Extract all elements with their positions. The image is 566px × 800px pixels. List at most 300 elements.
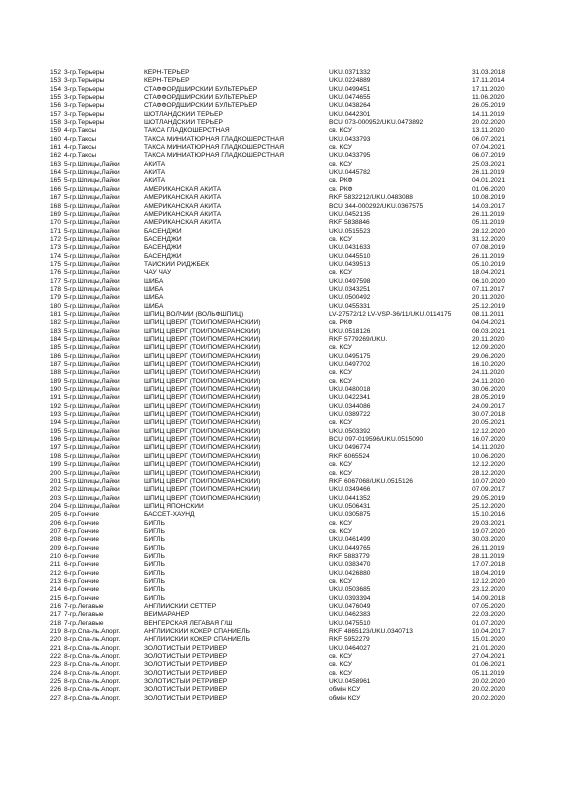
row-number: 186 <box>50 352 62 360</box>
date-cell: 01.07.2020 <box>472 619 506 627</box>
breed-cell: ШПИЦ ЦВЕРГ (ТОЙ/ПОМЕРАНСКИЙ) <box>144 494 261 502</box>
row-number: 181 <box>50 310 62 318</box>
table-row <box>50 269 518 277</box>
group-cell: 8-гр.Спа-ль.Апорт. <box>64 653 121 661</box>
row-number: 197 <box>50 444 62 452</box>
breed-cell: ШПИЦ ЦВЕРГ (ТОЙ/ПОМЕРАНСКИЙ) <box>144 461 261 469</box>
registration-cell: UKU.0499451 <box>329 85 371 93</box>
date-cell: 20.02.2020 <box>472 694 506 702</box>
table-row <box>50 119 518 127</box>
table-row <box>50 236 518 244</box>
group-cell: 5-гр.Шпицы,Лайки <box>64 352 120 360</box>
group-cell: 3-гр.Терьеры <box>64 69 105 76</box>
registration-cell: св. КСУ <box>329 653 352 661</box>
table-row <box>50 511 518 519</box>
registration-cell: UKU.0475510 <box>329 619 371 627</box>
row-number: 196 <box>50 436 62 444</box>
breed-cell: ШПИЦ ЦВЕРГ (ТОЙ/ПОМЕРАНСКИЙ) <box>144 344 261 352</box>
date-cell: 14.03.2017 <box>472 202 506 210</box>
row-number: 215 <box>50 594 62 602</box>
row-number: 198 <box>50 452 62 460</box>
row-number: 217 <box>50 611 62 619</box>
table-row <box>50 344 518 352</box>
table-row <box>50 495 518 503</box>
row-number: 155 <box>50 94 62 102</box>
date-cell: 27.04.2021 <box>472 653 506 661</box>
date-cell: 12.12.2020 <box>472 577 506 585</box>
date-cell: 23.12.2020 <box>472 586 506 594</box>
table-row <box>50 294 518 302</box>
date-cell: 17.11.2014 <box>472 77 505 85</box>
group-cell: 8-гр.Спа-ль.Апорт. <box>64 644 121 652</box>
registration-cell: UKU.0433793 <box>329 135 371 143</box>
group-cell: 5-гр.Шпицы,Лайки <box>64 402 120 410</box>
table-row <box>50 127 518 135</box>
registration-cell: св. КСУ <box>329 461 352 469</box>
registration-cell: св. КСУ <box>329 127 352 135</box>
date-cell: 28.12.2020 <box>472 227 506 235</box>
table-row <box>50 394 518 402</box>
breed-cell: АМЕРИКАНСКАЯ АКИТА <box>144 210 222 218</box>
date-cell: 05.11.2019 <box>472 219 505 227</box>
registration-cell: св. КСУ <box>329 269 352 277</box>
registration-cell: RKF 5832212/UKU.0483088 <box>329 194 413 202</box>
date-cell: 18.04.2021 <box>472 269 506 277</box>
group-cell: 4-гр.Таксы <box>64 127 97 135</box>
registration-cell: св. КСУ <box>329 519 352 527</box>
row-number: 152 <box>50 69 62 76</box>
group-cell: 6-гр.Гончие <box>64 544 99 552</box>
row-number: 224 <box>50 669 62 677</box>
group-cell: 6-гр.Гончие <box>64 577 99 585</box>
breed-cell: АМЕРИКАНСКАЯ АКИТА <box>144 202 222 210</box>
date-cell: 16.07.2020 <box>472 436 506 444</box>
date-cell: 04.04.2021 <box>472 319 506 327</box>
breed-cell: ШИБА <box>144 277 164 285</box>
breed-cell: БИГЛЬ <box>144 552 165 560</box>
table-row <box>50 545 518 553</box>
row-number: 225 <box>50 678 62 686</box>
date-cell: 29.05.2019 <box>472 494 506 502</box>
row-number: 209 <box>50 544 62 552</box>
registration-cell: UKU.0500492 <box>329 294 371 302</box>
breed-cell: ШПИЦ ЦВЕРГ (ТОЙ/ПОМЕРАНСКИЙ) <box>144 336 261 343</box>
breed-cell: ШПИЦ ЦВЕРГ (ТОЙ/ПОМЕРАНСКИЙ) <box>144 411 261 419</box>
table-row <box>50 203 518 211</box>
group-cell: 5-гр.Шпицы,Лайки <box>64 252 120 260</box>
registration-cell: LV-27572/12 LV-VSP-36/11/UKU.0114175 <box>329 310 452 318</box>
table-row <box>50 478 518 486</box>
date-cell: 31.12.2020 <box>472 235 506 243</box>
breed-cell: ЗОЛОТИСТЫЙ РЕТРИВЕР <box>144 661 228 669</box>
row-number: 190 <box>50 386 62 394</box>
breed-cell: ШПИЦ ЦВЕРГ (ТОЙ/ПОМЕРАНСКИЙ) <box>144 444 261 452</box>
table-row <box>50 136 518 144</box>
date-cell: 10.07.2020 <box>472 477 506 485</box>
registration-cell: UKU.0455331 <box>329 302 371 310</box>
table-row <box>50 278 518 286</box>
breed-cell: ТАКСА МИНИАТЮРНАЯ ГЛАДКОШЕРСТНАЯ <box>144 152 285 160</box>
row-number: 216 <box>50 603 62 610</box>
group-cell: 3-гр.Терьеры <box>64 94 105 102</box>
date-cell: 28.05.2019 <box>472 394 506 402</box>
date-cell: 30.06.2020 <box>472 386 506 394</box>
group-cell: 7-гр.Легавые <box>64 619 104 627</box>
table-row <box>50 611 518 619</box>
breed-cell: БИГЛЬ <box>144 577 165 585</box>
group-cell: 6-гр.Гончие <box>64 536 99 544</box>
breed-cell: БИГЛЬ <box>144 561 165 569</box>
table-row <box>50 361 518 369</box>
registration-cell: св. РКФ <box>329 185 353 193</box>
row-number: 182 <box>50 319 62 327</box>
date-cell: 26.11.2019 <box>472 169 505 177</box>
breed-cell: ТАКСА ГЛАДКОШЕРСТНАЯ <box>144 127 230 135</box>
table-row <box>50 386 518 394</box>
row-number: 208 <box>50 536 62 544</box>
registration-cell: RKF 6065524 <box>329 452 370 460</box>
breed-cell: ШПИЦ ЦВЕРГ (ТОЙ/ПОМЕРАНСКИЙ) <box>144 452 261 460</box>
breed-cell: ЗОЛОТИСТЫЙ РЕТРИВЕР <box>144 686 228 694</box>
date-cell: 25.03.2021 <box>472 160 506 168</box>
registration-cell: UKU.0474655 <box>329 94 371 102</box>
table-row <box>50 311 518 319</box>
date-cell: 07.04.2021 <box>472 144 506 152</box>
row-number: 159 <box>50 127 62 135</box>
breed-cell: ШИБА <box>144 302 164 310</box>
registration-cell: UKU.0305875 <box>329 511 371 519</box>
registration-cell: св. КСУ <box>329 527 352 535</box>
row-number: 177 <box>50 277 62 285</box>
breed-cell: ШПИЦ ЦВЕРГ (ТОЙ/ПОМЕРАНСКИЙ) <box>144 361 261 369</box>
group-cell: 5-гр.Шпицы,Лайки <box>64 486 120 494</box>
breed-cell: ШПИЦ ЦВЕРГ (ТОЙ/ПОМЕРАНСКИЙ) <box>144 319 261 327</box>
row-number: 165 <box>50 177 62 185</box>
date-cell: 17.07.2018 <box>472 561 506 569</box>
table-row <box>50 503 518 511</box>
group-cell: 5-гр.Шпицы,Лайки <box>64 244 120 252</box>
row-number: 167 <box>50 194 62 202</box>
registration-cell: UKU.0426880 <box>329 569 371 577</box>
group-cell: 5-гр.Шпицы,Лайки <box>64 285 120 293</box>
date-cell: 22.03.2020 <box>472 611 506 619</box>
table-row <box>50 470 518 478</box>
registration-cell: обмін КСУ <box>329 686 361 694</box>
breed-cell: БИГЛЬ <box>144 594 165 602</box>
row-number: 202 <box>50 486 62 494</box>
date-cell: 07.11.2017 <box>472 285 505 293</box>
registration-cell: RKF 6067068/UKU.0515126 <box>329 477 413 485</box>
breed-cell: ТАКСА МИНИАТЮРНАЯ ГЛАДКОШЕРСТНАЯ <box>144 144 285 152</box>
registration-cell: UKU.0389722 <box>329 411 371 419</box>
date-cell: 24.09.2017 <box>472 402 506 410</box>
registration-cell: св. КСУ <box>329 160 352 168</box>
date-cell: 07.09.2017 <box>472 486 506 494</box>
registration-cell: UKU.0442301 <box>329 110 371 118</box>
table-row <box>50 219 518 227</box>
row-number: 163 <box>50 160 62 168</box>
registration-cell: UKU.0480018 <box>329 386 371 394</box>
breed-cell: АКИТА <box>144 160 166 168</box>
table-row <box>50 303 518 311</box>
registration-cell: UKU.0433795 <box>329 152 371 160</box>
registration-cell: св. КСУ <box>329 144 352 152</box>
row-number: 173 <box>50 244 62 252</box>
breed-cell: КЕРН-ТЕРЬЕР <box>144 77 190 85</box>
row-number: 160 <box>50 135 62 143</box>
registration-cell: св. КСУ <box>329 344 352 352</box>
row-number: 204 <box>50 502 62 510</box>
group-cell: 8-гр.Спа-ль.Апорт. <box>64 669 121 677</box>
breed-cell: БИГЛЬ <box>144 536 165 544</box>
breed-cell: АНГЛИЙСКИЙ СЕТТЕР <box>144 603 217 610</box>
group-cell: 5-гр.Шпицы,Лайки <box>64 269 120 277</box>
breed-cell: ШПИЦ ЦВЕРГ (ТОЙ/ПОМЕРАНСКИЙ) <box>144 419 261 427</box>
row-number: 218 <box>50 619 62 627</box>
group-cell: 6-гр.Гончие <box>64 511 99 519</box>
breed-cell: СТАФФОРДШИРСКИЙ БУЛЬТЕРЬЕР <box>144 85 258 93</box>
date-cell: 10.04.2017 <box>472 628 506 636</box>
date-cell: 11.06.2020 <box>472 94 505 102</box>
registration-cell: обмін КСУ <box>329 694 361 702</box>
breed-cell: БАСЕНДЖИ <box>144 227 182 235</box>
row-number: 227 <box>50 694 62 702</box>
date-cell: 15.10.2016 <box>472 511 506 519</box>
breed-cell: ЧАУ ЧАУ <box>144 269 172 277</box>
breed-cell: ВЕНГЕРСКАЯ ЛЕГАВАЯ Г/Ш <box>144 619 233 627</box>
breed-cell: ШОТЛАНДСКИЙ ТЕРЬЕР <box>144 119 223 127</box>
registration-cell: UKU.0439513 <box>329 260 371 268</box>
group-cell: 5-гр.Шпицы,Лайки <box>64 452 120 460</box>
group-cell: 5-гр.Шпицы,Лайки <box>64 194 120 202</box>
group-cell: 5-гр.Шпицы,Лайки <box>64 361 120 369</box>
group-cell: 5-гр.Шпицы,Лайки <box>64 436 120 444</box>
registration-cell: UKU.0441352 <box>329 494 371 502</box>
row-number: 195 <box>50 427 62 435</box>
date-cell: 21.01.2020 <box>472 644 506 652</box>
registration-cell: UKU.0445510 <box>329 252 371 260</box>
registration-cell: UKU.0431633 <box>329 244 371 252</box>
breed-cell: АКИТА <box>144 177 166 185</box>
table-row <box>50 94 518 102</box>
table-row <box>50 561 518 569</box>
date-cell: 28.12.2020 <box>472 469 506 477</box>
table-row <box>50 186 518 194</box>
group-cell: 5-гр.Шпицы,Лайки <box>64 494 120 502</box>
table-row <box>50 595 518 603</box>
date-cell: 31.03.2018 <box>472 69 506 76</box>
group-cell: 5-гр.Шпицы,Лайки <box>64 394 120 402</box>
group-cell: 4-гр.Таксы <box>64 152 97 160</box>
table-row <box>50 211 518 219</box>
registration-cell: св. КСУ <box>329 377 352 385</box>
breed-cell: АНГЛИЙСКИЙ КОКЕР СПАНИЕЛЬ <box>144 628 250 636</box>
group-cell: 8-гр.Спа-ль.Апорт. <box>64 686 121 694</box>
registration-cell: св. КСУ <box>329 369 352 377</box>
date-cell: 17.11.2020 <box>472 85 505 93</box>
registration-cell: BCU 344-000292/UKU.0367575 <box>329 202 424 210</box>
registry-table <box>50 69 518 703</box>
table-row <box>50 603 518 611</box>
table-row <box>50 419 518 427</box>
table-row <box>50 169 518 177</box>
table-row <box>50 553 518 561</box>
row-number: 180 <box>50 302 62 310</box>
breed-cell: ЗОЛОТИСТЫЙ РЕТРИВЕР <box>144 653 228 661</box>
group-cell: 5-гр.Шпицы,Лайки <box>64 302 120 310</box>
table-row <box>50 695 518 703</box>
group-cell: 5-гр.Шпицы,Лайки <box>64 469 120 477</box>
breed-cell: АМЕРИКАНСКАЯ АКИТА <box>144 194 222 202</box>
group-cell: 5-гр.Шпицы,Лайки <box>64 427 120 435</box>
breed-cell: ЗОЛОТИСТЫЙ РЕТРИВЕР <box>144 694 228 702</box>
table-row <box>50 144 518 152</box>
breed-cell: ТАЙСКИЙ РИДЖБЕК <box>144 260 210 268</box>
breed-cell: ШПИЦ ЦВЕРГ (ТОЙ/ПОМЕРАНСКИЙ) <box>144 327 261 335</box>
breed-cell: СТАФФОРДШИРСКИЙ БУЛЬТЕРЬЕР <box>144 102 258 110</box>
table-row <box>50 86 518 94</box>
date-cell: 29.06.2020 <box>472 352 506 360</box>
row-number: 207 <box>50 527 62 535</box>
group-cell: 7-гр.Легавые <box>64 611 104 619</box>
registration-cell: UKU.0497702 <box>329 361 371 369</box>
table-row <box>50 461 518 469</box>
breed-cell: ШПИЦ ЦВЕРГ (ТОЙ/ПОМЕРАНСКИЙ) <box>144 402 261 410</box>
group-cell: 5-гр.Шпицы,Лайки <box>64 210 120 218</box>
table-row <box>50 194 518 202</box>
table-row <box>50 586 518 594</box>
table-row <box>50 244 518 252</box>
date-cell: 30.03.2020 <box>472 536 506 544</box>
date-cell: 04.01.2021 <box>472 177 506 185</box>
row-number: 187 <box>50 361 62 369</box>
table-row <box>50 453 518 461</box>
date-cell: 26.05.2019 <box>472 102 506 110</box>
date-cell: 24.11.2020 <box>472 377 505 385</box>
row-number: 172 <box>50 235 62 243</box>
registration-cell: св. КСУ <box>329 235 352 243</box>
table-row <box>50 403 518 411</box>
breed-cell: СТАФФОРДШИРСКИЙ БУЛЬТЕРЬЕР <box>144 94 258 102</box>
registration-cell: RKF 5779269/UKU. <box>329 336 388 343</box>
row-number: 191 <box>50 394 62 402</box>
date-cell: 07.08.2019 <box>472 244 506 252</box>
registration-cell: UKU.0422341 <box>329 394 371 402</box>
date-cell: 14.11.2020 <box>472 444 505 452</box>
table-row <box>50 77 518 85</box>
row-number: 176 <box>50 269 62 277</box>
date-cell: 05.10.2019 <box>472 260 506 268</box>
breed-cell: ШПИЦ ЦВЕРГ (ТОЙ/ПОМЕРАНСКИЙ) <box>144 369 261 377</box>
date-cell: 06.07.2021 <box>472 135 506 143</box>
row-number: 199 <box>50 461 62 469</box>
registration-cell: UKU.0445782 <box>329 169 371 177</box>
date-cell: 18.04.2019 <box>472 569 506 577</box>
date-cell: 12.12.2020 <box>472 461 506 469</box>
registration-cell: UKU.0476049 <box>329 603 371 610</box>
registration-cell: UKU.0515523 <box>329 227 371 235</box>
group-cell: 5-гр.Шпицы,Лайки <box>64 444 120 452</box>
registration-cell: UKU.0461499 <box>329 536 371 544</box>
group-cell: 5-гр.Шпицы,Лайки <box>64 310 120 318</box>
table-row <box>50 444 518 452</box>
group-cell: 5-гр.Шпицы,Лайки <box>64 219 120 227</box>
date-cell: 08.03.2021 <box>472 327 506 335</box>
group-cell: 5-гр.Шпицы,Лайки <box>64 461 120 469</box>
table-row <box>50 636 518 644</box>
breed-cell: БИГЛЬ <box>144 586 165 594</box>
group-cell: 8-гр.Спа-ль.Апорт. <box>64 661 121 669</box>
registration-cell: BCU 097-019596/UKU.0515090 <box>329 436 424 444</box>
date-cell: 06.10.2020 <box>472 277 506 285</box>
table-row <box>50 102 518 110</box>
breed-cell: БАСЕНДЖИ <box>144 252 182 260</box>
row-number: 174 <box>50 252 62 260</box>
table-row <box>50 536 518 544</box>
group-cell: 4-гр.Таксы <box>64 135 97 143</box>
group-cell: 5-гр.Шпицы,Лайки <box>64 477 120 485</box>
row-number: 221 <box>50 644 62 652</box>
date-cell: 24.11.2020 <box>472 369 505 377</box>
breed-cell: ШПИЦ ЦВЕРГ (ТОЙ/ПОМЕРАНСКИЙ) <box>144 477 261 485</box>
date-cell: 20.02.2020 <box>472 119 506 127</box>
group-cell: 6-гр.Гончие <box>64 594 99 602</box>
registration-cell: св. КСУ <box>329 469 352 477</box>
row-number: 169 <box>50 210 62 218</box>
date-cell: 20.02.2020 <box>472 678 506 686</box>
breed-cell: ШПИЦ ЦВЕРГ (ТОЙ/ПОМЕРАНСКИЙ) <box>144 486 261 494</box>
registration-cell: св. КСУ <box>329 419 352 427</box>
table-row <box>50 520 518 528</box>
group-cell: 5-гр.Шпицы,Лайки <box>64 294 120 302</box>
registration-cell: RKF 5883779 <box>329 552 370 560</box>
registration-cell: BCU 073-000952/UKU.0473892 <box>329 119 424 127</box>
date-cell: 07.05.2020 <box>472 603 506 610</box>
group-cell: 3-гр.Терьеры <box>64 119 105 127</box>
row-number: 213 <box>50 577 62 585</box>
breed-cell: ШПИЦ ЦВЕРГ (ТОЙ/ПОМЕРАНСКИЙ) <box>144 352 261 360</box>
registration-cell: UKU.0224889 <box>329 77 371 85</box>
date-cell: 16.10.2020 <box>472 361 506 369</box>
table-row <box>50 328 518 336</box>
date-cell: 26.11.2019 <box>472 544 505 552</box>
row-number: 189 <box>50 377 62 385</box>
date-cell: 12.09.2020 <box>472 344 506 352</box>
row-number: 179 <box>50 294 62 302</box>
row-number: 185 <box>50 344 62 352</box>
date-cell: 28.11.2019 <box>472 552 505 560</box>
table-row <box>50 528 518 536</box>
group-cell: 8-гр.Спа-ль.Апорт. <box>64 636 121 644</box>
row-number: 178 <box>50 285 62 293</box>
registration-cell: RKF 4865123/UKU.0340713 <box>329 628 413 636</box>
row-number: 220 <box>50 636 62 644</box>
date-cell: 30.07.2018 <box>472 411 506 419</box>
row-number: 219 <box>50 628 62 636</box>
group-cell: 8-гр.Спа-ль.Апорт. <box>64 628 121 636</box>
table-row <box>50 152 518 160</box>
registration-cell: св. КСУ <box>329 669 352 677</box>
row-number: 212 <box>50 569 62 577</box>
table-row <box>50 286 518 294</box>
row-number: 201 <box>50 477 62 485</box>
registration-cell: UKU.0343251 <box>329 285 371 293</box>
date-cell: 12.12.2020 <box>472 427 506 435</box>
row-number: 153 <box>50 77 62 85</box>
group-cell: 5-гр.Шпицы,Лайки <box>64 377 120 385</box>
breed-cell: АМЕРИКАНСКАЯ АКИТА <box>144 219 222 227</box>
row-number: 214 <box>50 586 62 594</box>
